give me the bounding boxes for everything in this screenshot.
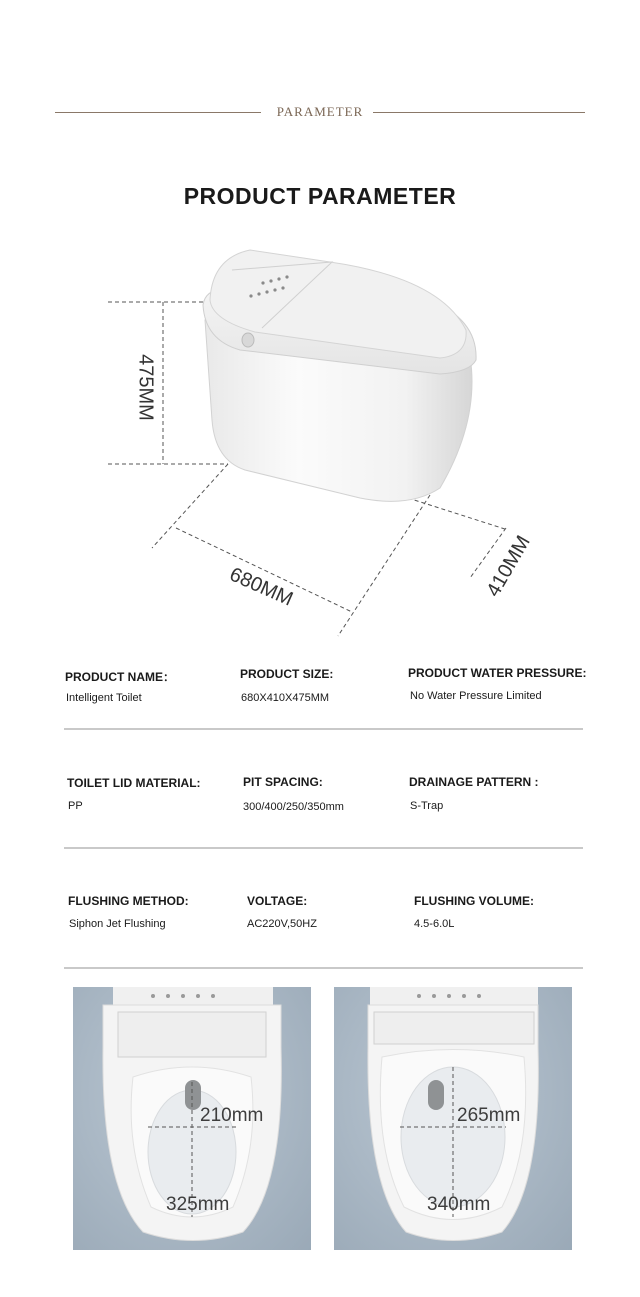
spec-label-flushing-volume: FLUSHING VOLUME: xyxy=(414,894,534,908)
spec-value-voltage: AC220V,50HZ xyxy=(247,918,317,930)
section-label: PARAMETER xyxy=(276,104,364,119)
spec-value-lid-material: PP xyxy=(68,800,83,812)
spec-value-flushing-volume: 4.5-6.0L xyxy=(414,918,455,930)
product-dimension-illustration xyxy=(0,230,640,650)
width-dimension-label: 410MM xyxy=(482,531,535,601)
length-dimension-label: 680MM xyxy=(226,563,297,611)
spec-label-voltage: VOLTAGE: xyxy=(247,894,308,908)
spec-label-water-pressure: PRODUCT WATER PRESSURE: xyxy=(408,666,587,680)
toilet-dimension-drawing xyxy=(0,230,640,650)
spec-value-flushing-method: Siphon Jet Flushing xyxy=(69,918,166,930)
spec-label-flushing-method: FLUSHING METHOD: xyxy=(68,894,189,908)
spec-value-pit-spacing: 300/400/250/350mm xyxy=(243,801,344,813)
spec-divider xyxy=(64,847,583,849)
spec-divider xyxy=(64,967,583,969)
seat-photo-2 xyxy=(334,987,572,1250)
seat-width-label: 210mm xyxy=(200,1105,264,1126)
seat-length-label: 325mm xyxy=(166,1194,230,1215)
height-dimension-label: 475MM xyxy=(134,354,157,421)
spec-label-product-size: PRODUCT SIZE: xyxy=(240,667,334,681)
spec-value-product-size: 680X410X475MM xyxy=(241,692,330,704)
spec-label-pit-spacing: PIT SPACING: xyxy=(243,775,323,789)
seat-width-label: 265mm xyxy=(457,1105,521,1126)
seat-photo-1 xyxy=(73,987,311,1250)
spec-label-product-name: PRODUCT NAME： xyxy=(65,670,175,684)
spec-value-product-name: Intelligent Toilet xyxy=(66,692,142,704)
seat-length-label: 340mm xyxy=(427,1194,491,1215)
spec-label-drainage-pattern: DRAINAGE PATTERN : xyxy=(409,775,539,789)
spec-label-lid-material: TOILET LID MATERIAL: xyxy=(67,776,201,790)
spec-value-water-pressure: No Water Pressure Limited xyxy=(410,690,542,702)
spec-value-drainage-pattern: S-Trap xyxy=(410,800,444,812)
spec-divider xyxy=(64,728,583,730)
page-title: PRODUCT PARAMETER xyxy=(183,183,457,209)
